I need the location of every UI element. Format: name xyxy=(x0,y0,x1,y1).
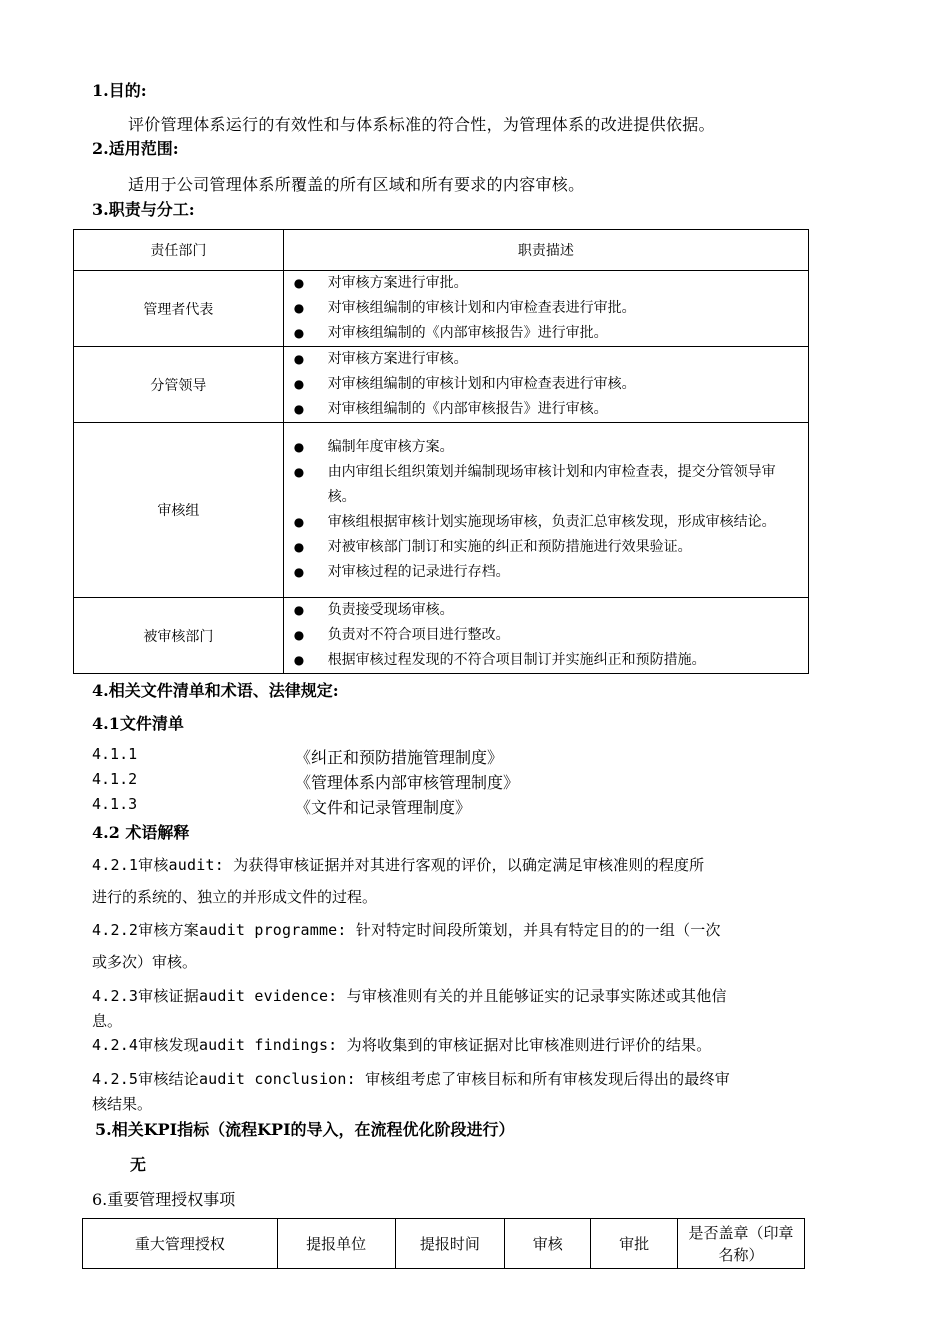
term-line: 进行的系统的、独立的并形成文件的过程。 xyxy=(92,888,378,906)
dept-cell: 审核组 xyxy=(74,423,284,598)
section-2-body: 适用于公司管理体系所覆盖的所有区域和所有要求的内容审核。 xyxy=(128,175,585,194)
section-4-2-title: 4.2 术语解释 xyxy=(92,823,190,842)
duty-item: ● 负责对不符合项目进行整改。 xyxy=(284,623,800,648)
term-line: 4.2.2审核方案audit programme: 针对特定时间段所策划，并具有特定目的的一组（一次 xyxy=(92,921,721,939)
bullet-icon: ● xyxy=(293,440,305,454)
bullet-icon: ● xyxy=(293,540,305,554)
duty-item: ● 对审核组编制的《内部审核报告》进行审核。 xyxy=(284,397,800,422)
duties-cell xyxy=(283,598,808,674)
responsibility-table xyxy=(73,229,809,674)
duty-item: ● 对被审核部门制订和实施的纠正和预防措施进行效果验证。 xyxy=(284,535,800,560)
duty-item: ● 对审核过程的记录进行存档。 xyxy=(284,560,800,585)
section-6-title: 6.重要管理授权事项 xyxy=(92,1190,236,1209)
duty-item: ● 审核组根据审核计划实施现场审核，负责汇总审核发现，形成审核结论。 xyxy=(284,510,800,535)
table-row xyxy=(74,347,809,423)
doc-name: 《文件和记录管理制度》 xyxy=(295,798,472,817)
table-header-row xyxy=(83,1219,805,1269)
header-cell: 审批 xyxy=(591,1219,678,1269)
doc-name: 《纠正和预防措施管理制度》 xyxy=(295,748,504,767)
bullet-icon: ● xyxy=(293,628,305,642)
section-1-title: 1.目的: xyxy=(92,81,147,100)
section-2-title: 2.适用范围: xyxy=(92,139,179,158)
authorization-table xyxy=(82,1218,805,1269)
dept-cell: 管理者代表 xyxy=(74,271,284,347)
doc-number: 4.1.3 xyxy=(92,795,138,813)
bullet-icon: ● xyxy=(293,301,305,315)
table-row xyxy=(74,271,809,347)
table-row xyxy=(74,598,809,674)
section-4-title: 4.相关文件清单和术语、法律规定: xyxy=(92,681,339,700)
term-line: 4.2.4审核发现audit findings: 为将收集到的审核证据对比审核准则进行评价的结果。 xyxy=(92,1036,712,1054)
doc-name: 《管理体系内部审核管理制度》 xyxy=(295,773,520,792)
header-cell: 是否盖章（印章名称） xyxy=(678,1219,805,1269)
section-5-body: 无 xyxy=(130,1155,147,1174)
term-line: 4.2.1审核audit: 为获得审核证据并对其进行客观的评价，以确定满足审核准则的程度所 xyxy=(92,856,705,874)
duty-item: ● 对审核组编制的审核计划和内审检查表进行审批。 xyxy=(284,296,800,321)
duties-cell xyxy=(283,347,808,423)
term-line: 4.2.3审核证据audit evidence: 与审核准则有关的并且能够证实的记录事实陈述或其他信 xyxy=(92,987,727,1005)
duty-item: ● 由内审组长组织策划并编制现场审核计划和内审检查表，提交分管领导审核。 xyxy=(284,460,800,510)
duty-item: ● 对审核方案进行审核。 xyxy=(284,347,800,372)
duty-item: ● 对审核方案进行审批。 xyxy=(284,271,800,296)
duties-cell xyxy=(283,423,808,598)
header-cell: 重大管理授权 xyxy=(83,1219,278,1269)
duty-item: ● 根据审核过程发现的不符合项目制订并实施纠正和预防措施。 xyxy=(284,648,800,673)
table-header-row xyxy=(74,230,809,271)
bullet-icon: ● xyxy=(293,276,305,290)
duty-item: ● 对审核组编制的《内部审核报告》进行审批。 xyxy=(284,321,800,346)
bullet-icon: ● xyxy=(293,653,305,667)
bullet-icon: ● xyxy=(293,377,305,391)
bullet-icon: ● xyxy=(293,326,305,340)
header-cell: 提报单位 xyxy=(277,1219,395,1269)
section-1-body: 评价管理体系运行的有效性和与体系标准的符合性，为管理体系的改进提供依据。 xyxy=(128,115,715,134)
bullet-icon: ● xyxy=(293,565,305,579)
duties-cell xyxy=(283,271,808,347)
duty-item: ● 对审核组编制的审核计划和内审检查表进行审核。 xyxy=(284,372,800,397)
header-duties: 职责描述 xyxy=(283,230,808,271)
bullet-icon: ● xyxy=(293,603,305,617)
header-cell: 审核 xyxy=(505,1219,591,1269)
term-line: 或多次）审核。 xyxy=(92,953,198,971)
section-3-title: 3.职责与分工: xyxy=(92,200,195,219)
doc-number: 4.1.2 xyxy=(92,770,138,788)
dept-cell: 分管领导 xyxy=(74,347,284,423)
term-line: 息。 xyxy=(92,1012,123,1030)
header-cell: 提报时间 xyxy=(395,1219,505,1269)
duty-item: ● 编制年度审核方案。 xyxy=(284,435,800,460)
dept-cell: 被审核部门 xyxy=(74,598,284,674)
header-department: 责任部门 xyxy=(74,230,284,271)
term-line: 4.2.5审核结论audit conclusion: 审核组考虑了审核目标和所有审核发现后得出的最终审 xyxy=(92,1070,730,1088)
bullet-icon: ● xyxy=(293,402,305,416)
doc-number: 4.1.1 xyxy=(92,745,138,763)
bullet-icon: ● xyxy=(293,465,305,479)
bullet-icon: ● xyxy=(293,352,305,366)
bullet-icon: ● xyxy=(293,515,305,529)
term-line: 核结果。 xyxy=(92,1095,153,1113)
section-4-1-title: 4.1文件清单 xyxy=(92,714,184,733)
table-row xyxy=(74,423,809,598)
section-5-title: 5.相关KPI指标（流程KPI的导入，在流程优化阶段进行） xyxy=(95,1120,515,1139)
duty-item: ● 负责接受现场审核。 xyxy=(284,598,800,623)
